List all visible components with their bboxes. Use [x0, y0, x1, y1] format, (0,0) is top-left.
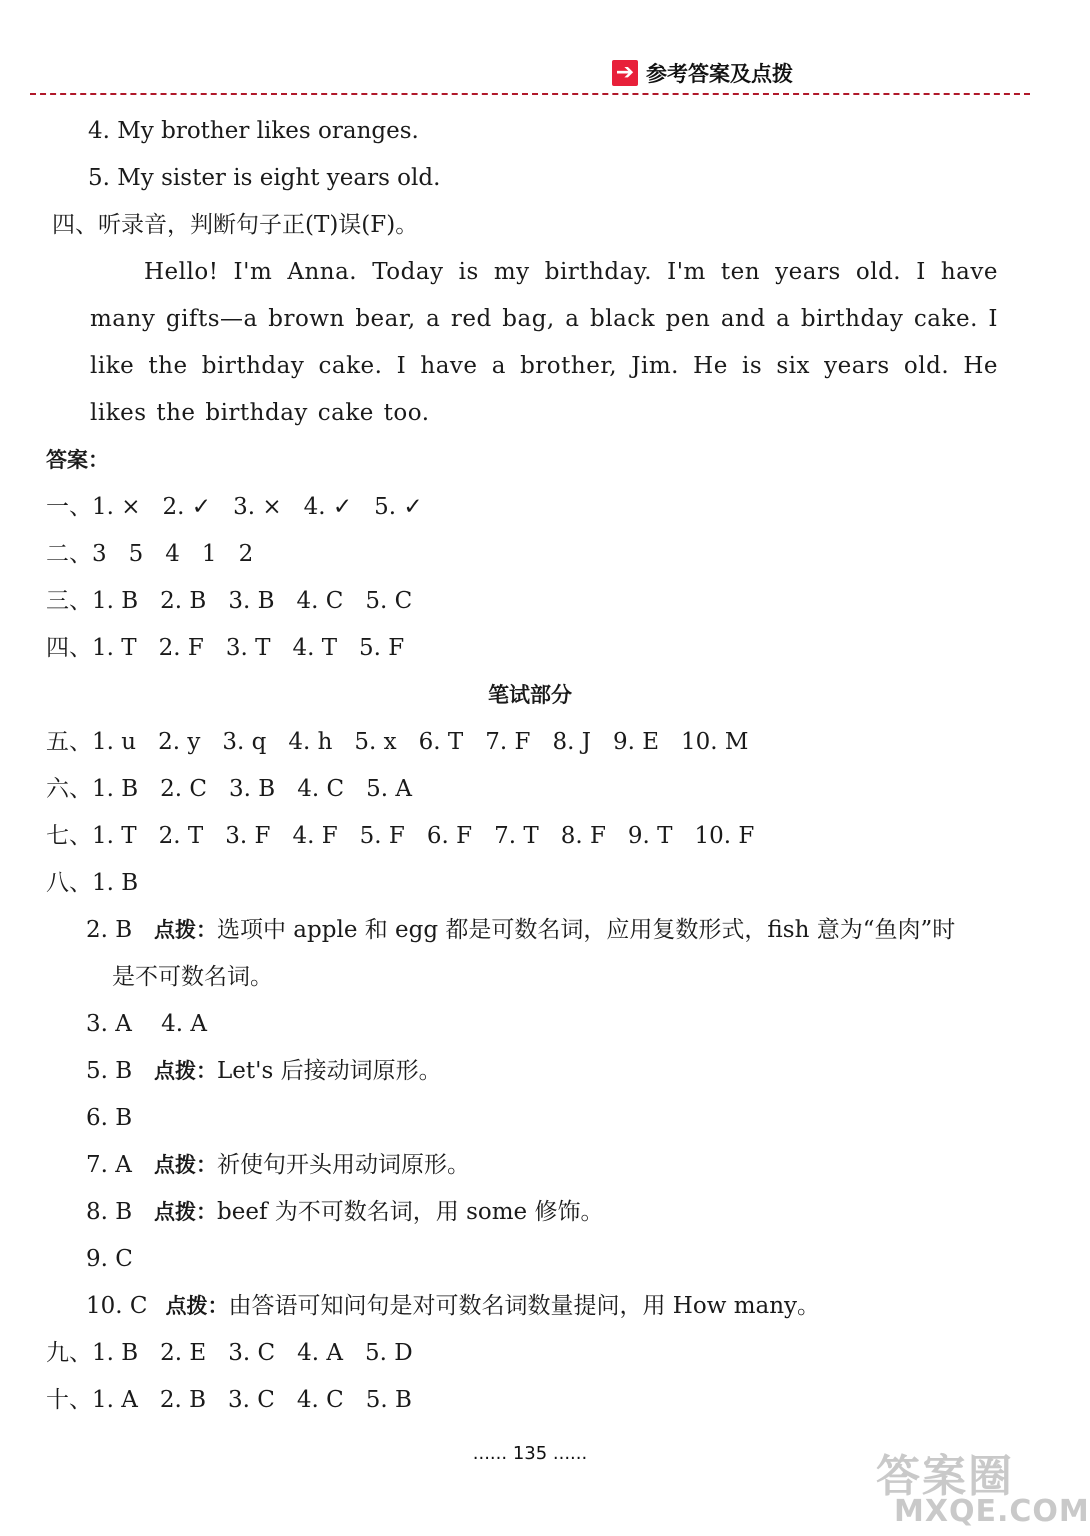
- answer-section-label: 三、: [46, 588, 92, 614]
- section8-q2-cont: 是不可数名词。: [112, 964, 273, 990]
- tip-label: 点拨：: [154, 1153, 217, 1177]
- answer-item: 2. B: [159, 1387, 207, 1413]
- answer-item: 5. F: [359, 635, 405, 661]
- answer-item: 4. A: [297, 1340, 343, 1366]
- q10-answer: 10. C: [86, 1293, 148, 1319]
- answer-section-label: 一、: [46, 494, 92, 520]
- answer-item: 2. y: [158, 729, 201, 755]
- answer-item: 6. T: [418, 729, 464, 755]
- section8-q2: [0, 907, 1060, 954]
- q7-answer: 7. A: [86, 1152, 132, 1178]
- answer-item: 3. C: [228, 1387, 275, 1413]
- watermark-sub: MXQE.COM: [894, 1494, 1090, 1529]
- answer-item: 1: [201, 541, 217, 567]
- answer-row: [0, 625, 1060, 672]
- watermark-main: 答案圈: [876, 1451, 1014, 1502]
- passage-text: Hello! I'm Anna. Today is my birthday. I'm ten years old. I have many gifts—a brown bear, a red bag, a black pen and a birthday cake. I like the birthday cake. I have a brother, Jim. He is six years old. He likes the birthday cake too.: [90, 259, 998, 426]
- q7-tip: 祈使句开头用动词原形。: [217, 1152, 470, 1178]
- answer-item: 1. T: [92, 635, 137, 661]
- watermark: [858, 1440, 1090, 1536]
- listening-answers: [0, 484, 1060, 672]
- answer-section-label: 八、: [46, 870, 92, 896]
- answer-item: 3. C: [228, 1340, 276, 1366]
- answer-section-label: 五、: [46, 729, 92, 755]
- answer-item: 1. B: [92, 870, 139, 896]
- answer-item: 1. B: [92, 1340, 139, 1366]
- listening-line-5: 5. My sister is eight years old.: [88, 165, 441, 191]
- section8-q10: [0, 1283, 1060, 1330]
- section8-q9: 9. C: [86, 1246, 133, 1272]
- answer-item: 8. J: [552, 729, 591, 755]
- answer-item: 3. B: [229, 776, 276, 802]
- section8-q6: 6. B: [86, 1105, 133, 1131]
- answer-item: 9. T: [627, 823, 673, 849]
- answer-section-label: 四、: [46, 635, 92, 661]
- answer-row: [0, 860, 1060, 907]
- answer-row: [0, 578, 1060, 625]
- tip-label: 点拨：: [154, 1059, 217, 1083]
- section8-q5: [0, 1048, 1060, 1095]
- answer-item: 4. C: [296, 588, 344, 614]
- answer-row: [0, 1330, 1060, 1377]
- answer-item: 7. T: [494, 823, 539, 849]
- answer-item: 3. B: [228, 588, 275, 614]
- answer-item: 5: [128, 541, 144, 567]
- q8-answer: 8. B: [86, 1199, 133, 1225]
- answer-section-label: 七、: [46, 823, 92, 849]
- q10-tip: 由答语可知问句是对可数名词数量提问，用 How many。: [228, 1293, 821, 1319]
- tip-label: 点拨：: [154, 918, 217, 942]
- answer-row: [0, 766, 1060, 813]
- answer-row: [0, 484, 1060, 531]
- answer-item: 5. A: [366, 776, 412, 802]
- section8-q7: [0, 1142, 1060, 1189]
- answer-item: 3. q: [222, 729, 267, 755]
- answer-item: 10. F: [694, 823, 755, 849]
- answer-row: [0, 719, 1060, 766]
- answer-item: 7. F: [485, 729, 531, 755]
- listening-passage: [0, 249, 1060, 437]
- section8-q8: [0, 1189, 1060, 1236]
- answer-section-label: 六、: [46, 776, 92, 802]
- answer-item: 2. E: [160, 1340, 207, 1366]
- answer-row: [0, 531, 1060, 578]
- answer-item: 3. ×: [233, 494, 282, 520]
- answer-item: 1. T: [92, 823, 137, 849]
- answer-section-label: 九、: [46, 1340, 92, 1366]
- answer-item: 4. T: [292, 635, 338, 661]
- q5-answer: 5. B: [86, 1058, 133, 1084]
- answer-item: 4. C: [297, 776, 345, 802]
- header-divider: [30, 93, 1030, 95]
- tip-label: 点拨：: [165, 1294, 229, 1318]
- final-answers: [0, 1330, 1060, 1424]
- answer-item: 2. B: [160, 588, 207, 614]
- q2-answer: 2. B: [86, 917, 133, 943]
- answer-item: 2. T: [158, 823, 204, 849]
- answer-item: 1. u: [92, 729, 137, 755]
- answer-item: 2. C: [160, 776, 208, 802]
- listening-line-4: 4. My brother likes oranges.: [88, 118, 419, 144]
- answer-item: 6. F: [426, 823, 473, 849]
- answer-item: 5. x: [354, 729, 397, 755]
- answer-item: 1. A: [92, 1387, 138, 1413]
- tip-label: 点拨：: [154, 1200, 217, 1224]
- q8-tip: beef 为不可数名词，用 some 修饰。: [217, 1199, 604, 1225]
- answer-item: 4. F: [292, 823, 338, 849]
- answer-row: [0, 813, 1060, 860]
- written-section-title: 笔试部分: [488, 683, 572, 707]
- answers-label: 答案：: [46, 448, 109, 472]
- answer-item: 5. C: [365, 588, 413, 614]
- answer-item: 4. h: [288, 729, 333, 755]
- q2-tip: 选项中 apple 和 egg 都是可数名词，应用复数形式，fish 意为“鱼肉”时: [217, 917, 956, 943]
- answer-section-label: 二、: [46, 541, 92, 567]
- section-4-title: 四、听录音，判断句子正(T)误(F)。: [52, 212, 419, 238]
- answer-item: 5. B: [365, 1387, 412, 1413]
- q5-tip: Let's 后接动词原形。: [217, 1058, 442, 1084]
- arrow-right-icon: ➔: [612, 60, 638, 86]
- answer-item: 5. D: [364, 1340, 413, 1366]
- section8-q3-4: 3. A 4. A: [86, 1011, 207, 1037]
- answer-item: 1. ×: [92, 494, 141, 520]
- answer-item: 4. ✓: [303, 494, 353, 520]
- answer-item: 4. C: [296, 1387, 344, 1413]
- page-content: [0, 108, 1060, 1424]
- page-header: [0, 0, 1060, 100]
- answer-item: 1. B: [92, 776, 139, 802]
- answer-item: 2. F: [158, 635, 204, 661]
- header-label: [612, 58, 793, 88]
- written-answers: [0, 719, 1060, 907]
- answer-item: 10. M: [680, 729, 749, 755]
- answer-item: 2. ✓: [162, 494, 212, 520]
- answer-item: 5. F: [359, 823, 405, 849]
- answer-item: 2: [238, 541, 254, 567]
- header-title: 参考答案及点拨: [646, 62, 793, 86]
- answer-item: 9. E: [612, 729, 659, 755]
- answer-item: 3: [92, 541, 107, 567]
- page-number: ...... 135 ......: [472, 1443, 588, 1464]
- answer-item: 3. T: [225, 635, 271, 661]
- answer-item: 8. F: [560, 823, 606, 849]
- answer-item: 3. F: [225, 823, 271, 849]
- answer-item: 5. ✓: [374, 494, 423, 520]
- answer-row: [0, 1377, 1060, 1424]
- answer-section-label: 十、: [46, 1387, 92, 1413]
- answer-item: 1. B: [92, 588, 139, 614]
- answer-item: 4: [165, 541, 180, 567]
